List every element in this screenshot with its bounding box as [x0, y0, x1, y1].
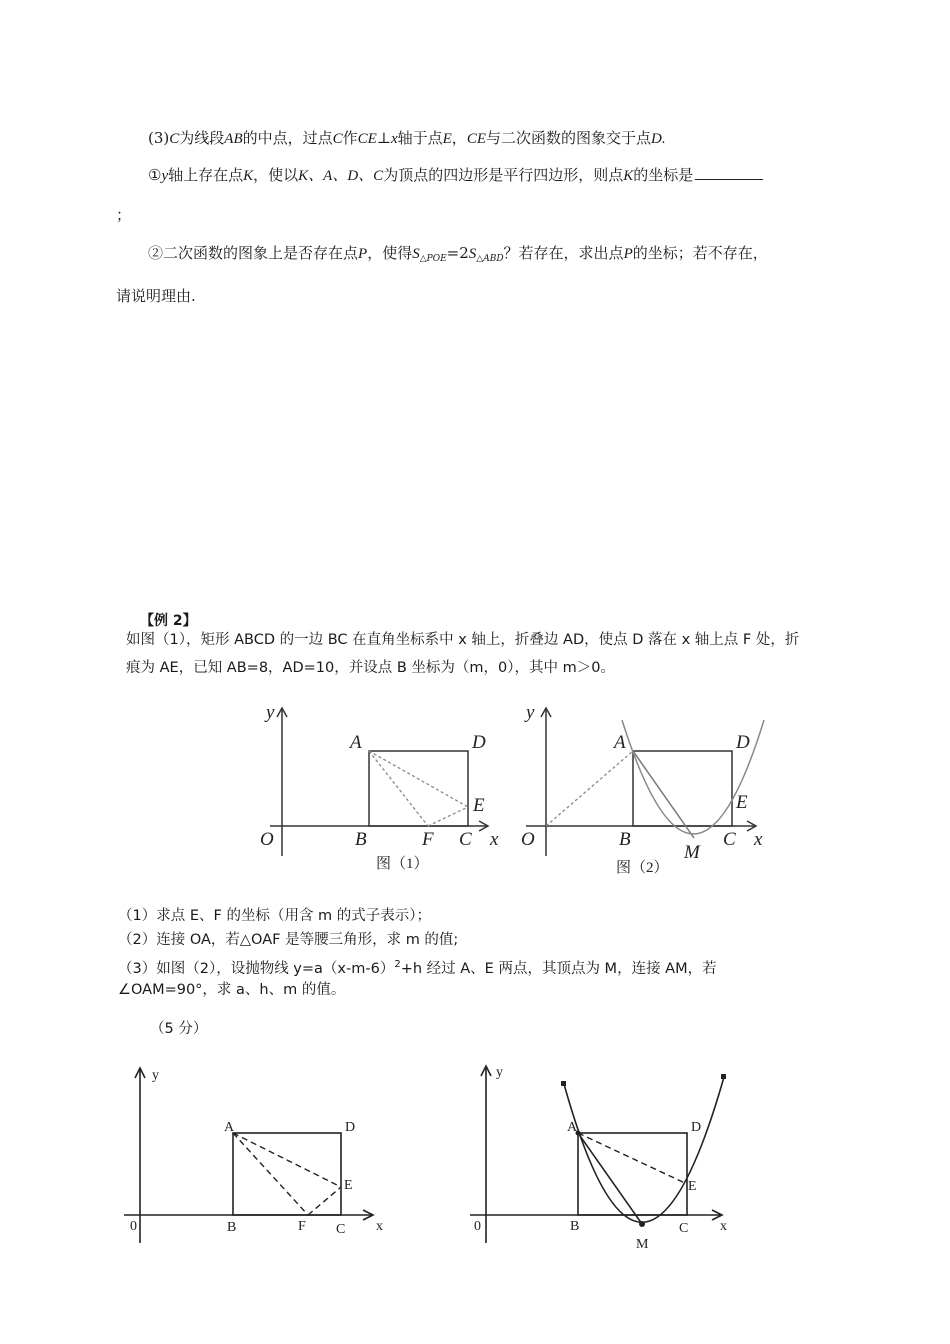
label-o: 0 — [130, 1219, 137, 1234]
label-e: E — [473, 795, 485, 816]
label-b: B — [570, 1219, 580, 1234]
subquestion-1: ①y轴上存在点K，使以K、A、D、C为顶点的四边形是平行四边形，则点K的坐标是 — [148, 165, 763, 186]
question-3: (3)C为线段AB的中点，过点C作CE⊥x轴于点E，CE与二次函数的图象交于点D. — [148, 129, 666, 147]
label-d: D — [691, 1120, 702, 1135]
parabola — [564, 1077, 724, 1222]
label-b: B — [355, 829, 367, 850]
label-e: E — [736, 792, 748, 813]
label-f: F — [422, 829, 434, 850]
label-x: x — [754, 829, 763, 850]
label-c: C — [459, 829, 472, 850]
parabola-end-right — [721, 1074, 726, 1079]
label-d: D — [345, 1120, 356, 1135]
label-a: A — [224, 1120, 235, 1135]
label-m: M — [636, 1237, 649, 1252]
label-o: O — [260, 829, 274, 850]
label-a: A — [614, 732, 626, 753]
fold-af — [233, 1133, 308, 1215]
label-d: D — [472, 732, 486, 753]
segment-am — [578, 1133, 642, 1224]
label-f: F — [298, 1219, 306, 1234]
fold-fe — [428, 807, 468, 826]
figure-2-bottom — [464, 1058, 754, 1258]
label-y: y — [526, 702, 535, 723]
fold-ae — [233, 1133, 341, 1187]
rectangle-abcd — [233, 1133, 341, 1215]
subquestion-2-line2: 请说明理由. — [116, 287, 196, 305]
segment-oa — [546, 751, 633, 826]
label-x: x — [720, 1219, 727, 1234]
fold-ae — [369, 751, 468, 807]
label-a: A — [567, 1120, 578, 1135]
figure-1-top — [250, 698, 510, 878]
label-a: A — [350, 732, 362, 753]
fold-af — [369, 751, 428, 826]
label-b: B — [619, 829, 631, 850]
label-y: y — [152, 1068, 159, 1083]
figure-2-top — [516, 698, 776, 878]
label-y: y — [266, 702, 275, 723]
answer-blank[interactable] — [695, 165, 763, 180]
segment-ae — [578, 1133, 687, 1184]
score: （5 分） — [150, 1021, 208, 1037]
subquestion-1-end: ； — [116, 206, 132, 224]
caption-1: 图（1） — [376, 856, 429, 872]
label-o: O — [521, 829, 535, 850]
question-1: （1）求点 E、F 的坐标（用含 m 的式子表示）； — [118, 908, 432, 924]
label-c: C — [723, 829, 736, 850]
label-c: C — [679, 1221, 689, 1236]
label-m: M — [684, 842, 700, 863]
question-2: （2）连接 OA，若△OAF 是等腰三角形，求 m 的值; — [118, 932, 459, 948]
label-d: D — [736, 732, 750, 753]
label-x: x — [490, 829, 499, 850]
question-3-ex: （3）如图（2），设抛物线 $y=a(x-m-6)^2+h$ 经过 A、E 两点，其顶点为 M，连接 AM，若 — [118, 959, 717, 977]
figure-1-bottom — [118, 1058, 408, 1258]
example-heading: 【例 2】 — [140, 613, 197, 629]
vertex-m-dot — [639, 1221, 645, 1227]
rectangle-abcd — [578, 1133, 687, 1215]
subquestion-2: ②二次函数的图象上是否存在点P，使得$S_{\triangle POE}=2S_{\triangle ABD}$？若存在，求出点P的坐标；若不存在， — [148, 244, 768, 264]
fold-fe — [308, 1187, 341, 1215]
label-b: B — [227, 1220, 237, 1235]
intro-line-2: 痕为 AE，已知 AB=8，AD=10，并设点 B 坐标为（m，0），其中 m＞0。 — [126, 660, 615, 676]
caption-2: 图（2） — [616, 860, 669, 876]
label-x: x — [376, 1219, 383, 1234]
label-e: E — [688, 1179, 697, 1194]
question-3-ex-line2: ∠OAM=90°，求 a、h、m 的值。 — [118, 982, 346, 998]
parabola-end-left — [561, 1081, 566, 1086]
label-c: C — [336, 1222, 346, 1237]
segment-am — [633, 751, 694, 838]
label-y: y — [496, 1065, 503, 1080]
label-e: E — [344, 1178, 353, 1193]
label-o: 0 — [474, 1219, 481, 1234]
intro-line-1: 如图（1），矩形 ABCD 的一边 BC 在直角坐标系中 x 轴上，折叠边 AD，使点 D 落在 x 轴上点 F 处，折 — [126, 632, 800, 648]
